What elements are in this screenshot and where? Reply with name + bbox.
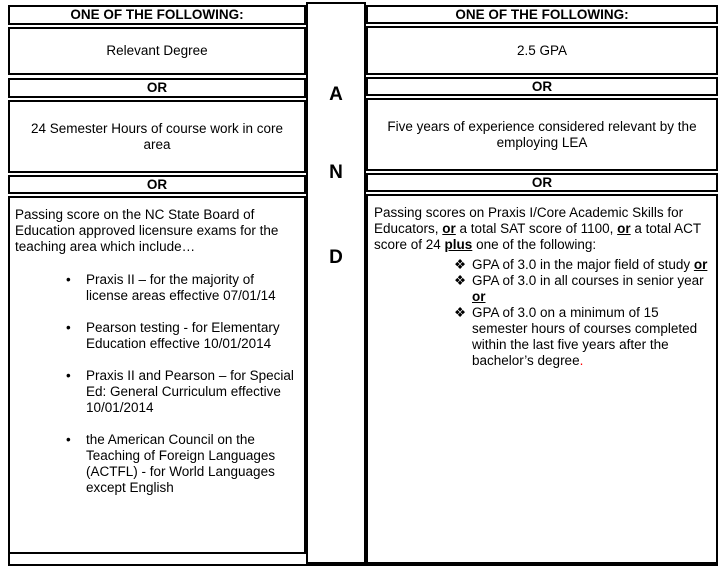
left-or-divider-1 — [8, 78, 306, 98]
intro-text: one of the following: — [472, 237, 597, 252]
right-option-test-scores — [366, 194, 718, 564]
right-option-gpa — [366, 26, 718, 75]
left-header-label: ONE OF THE FOLLOWING: — [70, 7, 244, 22]
list-item — [454, 305, 710, 369]
bullet-text: the American Council on the Teaching of Foreign Languages (ACTFL) - for World Languages except English — [86, 432, 276, 495]
left-exams-bullet-list — [66, 272, 296, 496]
left-option-semester-hours-text: 24 Semester Hours of course work in core area — [30, 120, 284, 152]
or-label: OR — [146, 176, 168, 192]
list-item — [66, 272, 296, 304]
diamond-bullet-icon: ❖ — [454, 257, 467, 272]
list-item — [66, 320, 296, 352]
diamond-bullet-icon: ❖ — [454, 305, 467, 320]
left-exams-intro: Passing score on the NC State Board of Education approved licensure exams for the teaching area which include… — [15, 207, 279, 254]
list-item — [454, 273, 710, 305]
right-header-label: ONE OF THE FOLLOWING: — [455, 6, 629, 22]
red-period: . — [579, 353, 584, 368]
connector-letter-d: D — [329, 247, 343, 268]
left-border-stub — [8, 554, 10, 564]
left-option-degree-text: Relevant Degree — [106, 43, 208, 58]
bullet-icon: • — [66, 368, 71, 383]
bullet-icon: • — [66, 432, 71, 447]
list-item — [66, 368, 296, 416]
intro-text: a total SAT score of 1100, — [455, 221, 618, 236]
intro-text: Passing scores on Praxis I/Core Academic Skills for Educators, — [374, 205, 684, 236]
bullet-or-emphasis: or — [693, 257, 708, 272]
bullet-text: Pearson testing - for Elementary Education effective 10/01/2014 — [86, 320, 280, 351]
left-column-header — [8, 5, 306, 25]
right-option-experience-text: Five years of experience considered relevant by the employing LEA — [387, 118, 697, 150]
or-label: OR — [531, 174, 553, 190]
right-scores-intro — [374, 205, 710, 253]
right-option-gpa-text: 2.5 GPA — [516, 42, 568, 58]
gpa-options-bullet-list — [454, 257, 710, 369]
right-option-experience — [366, 98, 718, 171]
bullet-or-emphasis: or — [472, 289, 486, 304]
intro-or-emphasis: or — [617, 221, 631, 236]
table-bottom-border — [8, 564, 718, 566]
diamond-bullet-icon: ❖ — [454, 273, 467, 288]
intro-plus-emphasis: plus — [444, 237, 473, 252]
and-connector-cell — [306, 2, 366, 564]
right-or-divider-1 — [366, 77, 718, 96]
right-column-header — [366, 5, 718, 24]
list-item — [66, 432, 296, 496]
bullet-icon: • — [66, 272, 71, 287]
left-option-degree — [8, 27, 306, 75]
or-label: OR — [146, 80, 168, 95]
right-or-divider-2 — [366, 173, 718, 192]
bullet-text: GPA of 3.0 in the major field of study — [472, 257, 694, 272]
connector-letter-a: A — [329, 84, 343, 105]
or-label: OR — [531, 78, 553, 94]
left-option-semester-hours — [8, 100, 306, 173]
bullet-text: GPA of 3.0 on a minimum of 15 semester hours of courses completed within the last five years after the bachelor’s degree — [472, 305, 698, 368]
intro-or-emphasis: or — [442, 221, 456, 236]
bullet-text: Praxis II – for the majority of license areas effective 07/01/14 — [86, 272, 276, 303]
list-item — [454, 257, 710, 273]
left-option-exams — [8, 196, 306, 554]
bullet-text: Praxis II and Pearson – for Special Ed: General Curriculum effective 10/01/2014 — [86, 368, 294, 415]
intro-text: a total ACT score of 24 — [374, 221, 701, 252]
bullet-icon: • — [66, 320, 71, 335]
bullet-text: GPA of 3.0 in all courses in senior year — [472, 273, 704, 288]
left-or-divider-2 — [8, 175, 306, 194]
connector-letter-n: N — [329, 162, 343, 183]
